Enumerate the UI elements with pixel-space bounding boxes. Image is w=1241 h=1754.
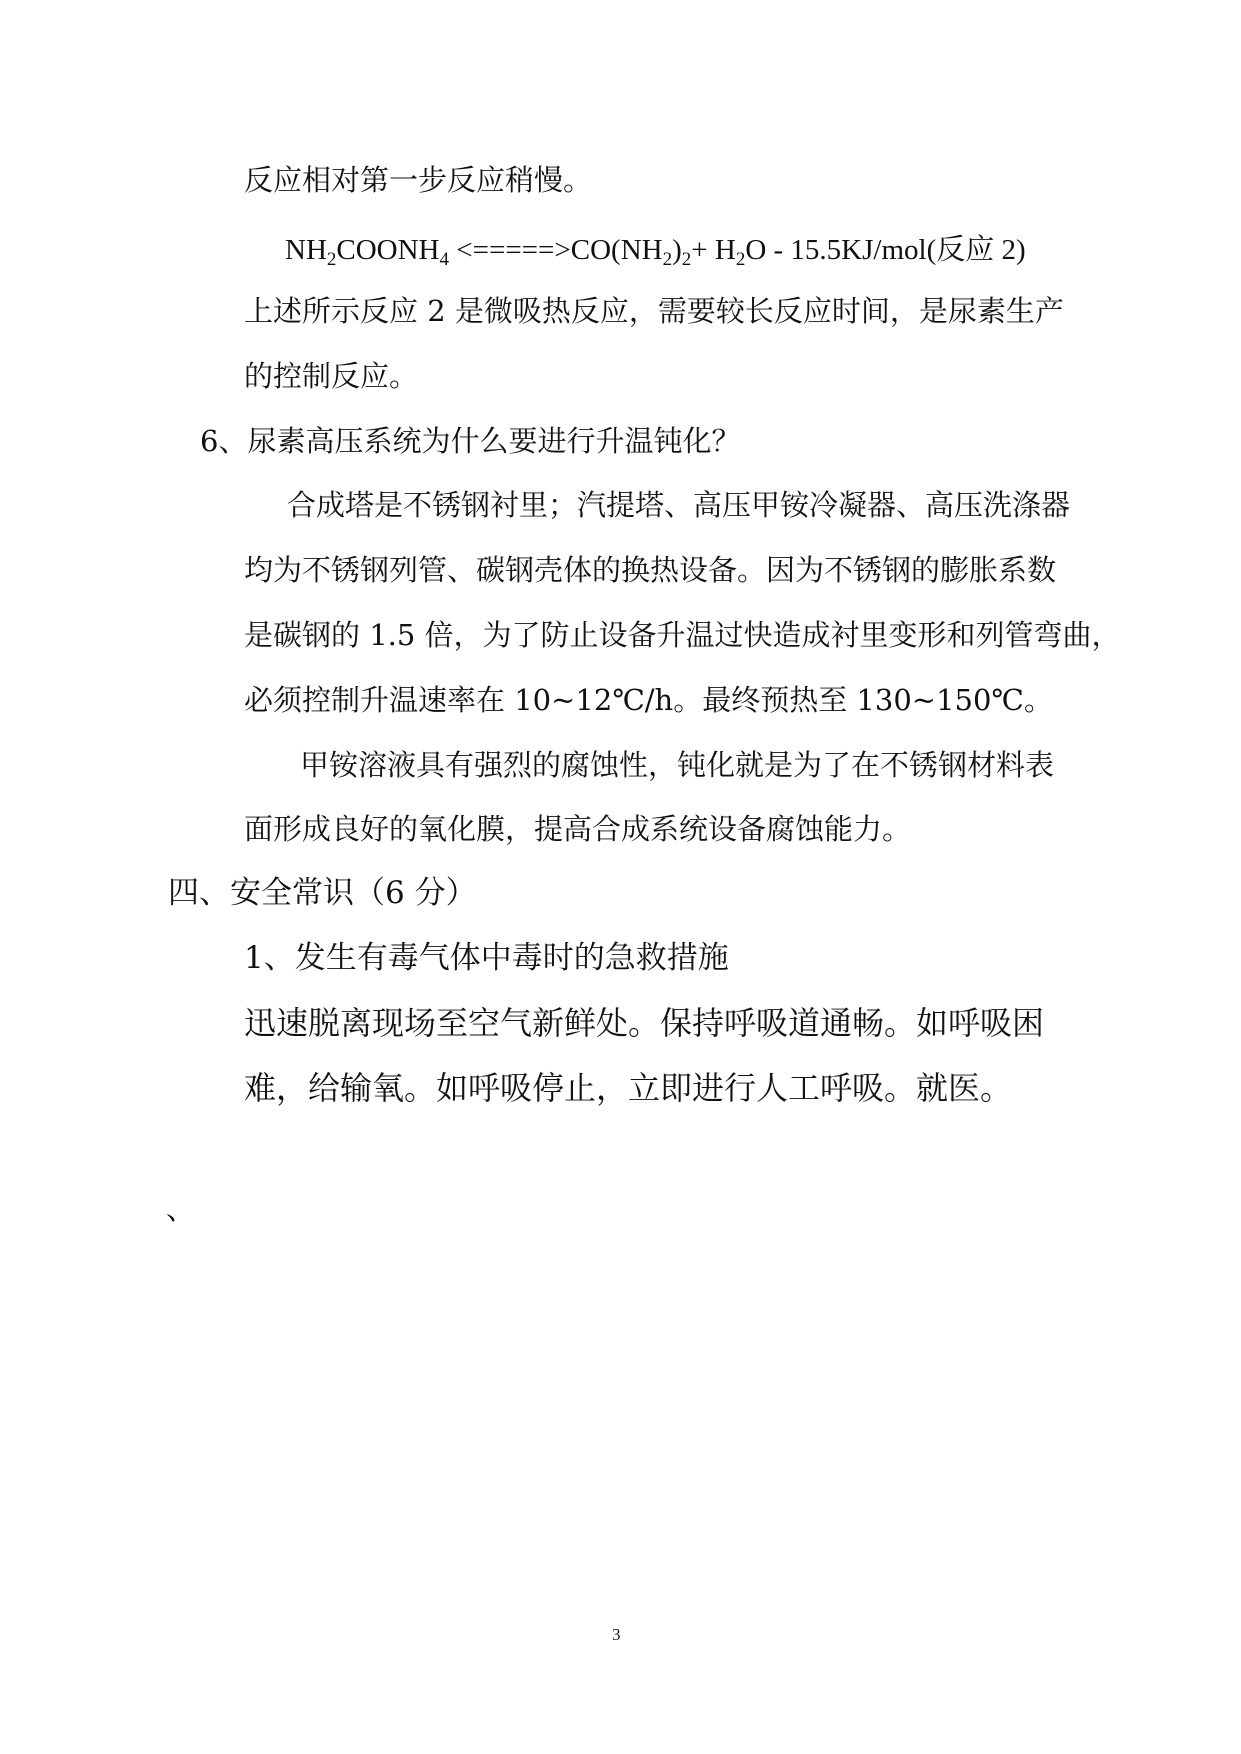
paragraph-line: 是碳钢的 1.5 倍，为了防止设备升温过快造成衬里变形和列管弯曲，: [244, 618, 1121, 652]
paragraph-line: 迅速脱离现场至空气新鲜处。保持呼吸道通畅。如呼吸困: [244, 1004, 1045, 1042]
paragraph-line: 必须控制升温速率在 10~12℃/h。最终预热至 130~150℃。: [244, 683, 1053, 717]
stray-mark: 、: [166, 1192, 196, 1226]
question-heading: 6、尿素高压系统为什么要进行升温钝化？: [200, 424, 741, 458]
paragraph-line: 合成塔是不锈钢衬里；汽提塔、高压甲铵冷凝器、高压洗涤器: [287, 488, 1071, 522]
chemical-equation: $NH_2COONH_4 <=====>CO(NH_2)_2+ H_2O - 15.5KJ/mol$(反应 2): [285, 234, 1026, 270]
question-heading: 1、发生有毒气体中毒时的急救措施: [244, 940, 729, 976]
paragraph-line: 反应相对第一步反应稍慢。: [244, 163, 593, 197]
paragraph-line: 均为不锈钢列管、碳钢壳体的换热设备。因为不锈钢的膨胀系数: [244, 553, 1057, 587]
paragraph-line: 面形成良好的氧化膜，提高合成系统设备腐蚀能力。: [244, 812, 912, 846]
paragraph-line: 上述所示反应 2 是微吸热反应，需要较长反应时间，是尿素生产: [244, 294, 1064, 328]
paragraph-line: 的控制反应。: [244, 359, 419, 393]
paragraph-line: 甲铵溶液具有强烈的腐蚀性，钝化就是为了在不锈钢材料表: [300, 748, 1055, 782]
page-number: 3: [612, 1625, 621, 1644]
paragraph-line: 难，给输氧。如呼吸停止，立即进行人工呼吸。就医。: [244, 1069, 1013, 1107]
section-heading: 四、安全常识（6 分）: [168, 875, 477, 911]
